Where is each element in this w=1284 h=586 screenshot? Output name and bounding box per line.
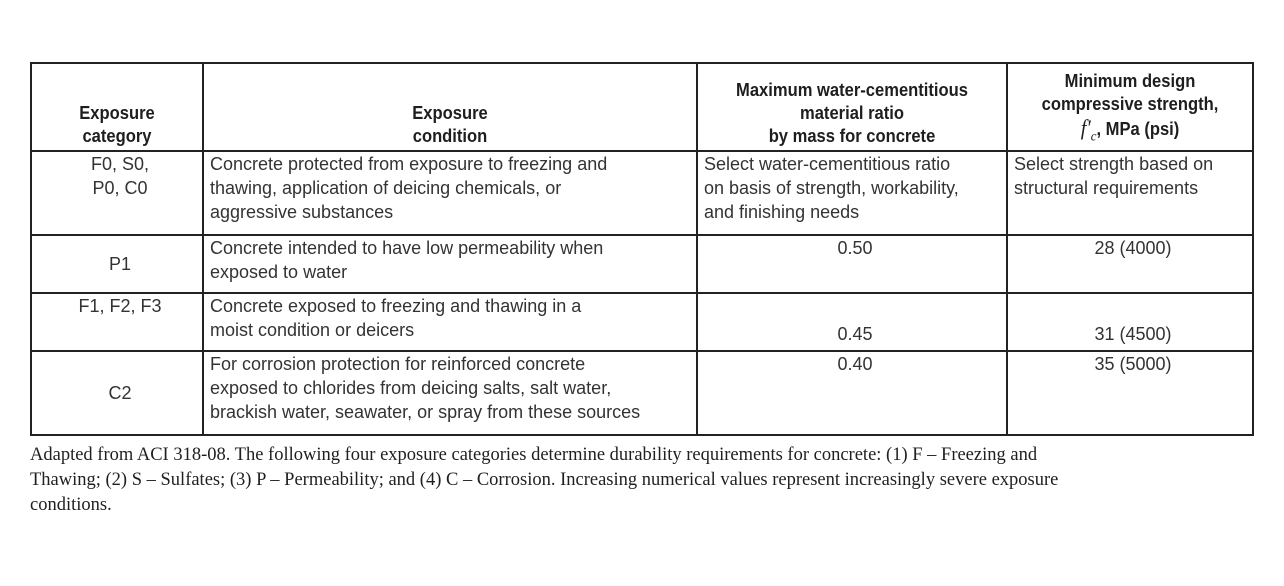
row-condition-cell: For corrosion protection for reinforced concrete exposed to chlorides from deicing salts, salt water, brackish water, seawater, or spray from these sources bbox=[203, 351, 697, 435]
exposure-requirements-table bbox=[30, 62, 1254, 436]
table-row bbox=[31, 351, 1253, 435]
row-category-cell: F0, S0, P0, C0 bbox=[31, 151, 203, 235]
exposure-table-container bbox=[30, 62, 1252, 436]
row-category-cell: P1 bbox=[31, 235, 203, 293]
header-min-compressive-strength: Minimum design compressive strength, $f'_c$, MPa (psi) bbox=[1017, 63, 1243, 151]
table-row bbox=[31, 151, 1253, 235]
row-ratio-cell: Select water-cementitious ratio on basis of strength, workability, and finishing needs bbox=[697, 151, 1007, 235]
table-caption bbox=[30, 443, 1252, 518]
row-ratio-cell: 0.45 bbox=[697, 293, 1007, 351]
row-strength-cell: 28 (4000) bbox=[1007, 235, 1253, 293]
strength-unit-line: $f'_c$, MPa (psi) bbox=[1080, 115, 1180, 145]
row-category-cell: F1, F2, F3 bbox=[31, 293, 203, 351]
row-category-cell: C2 bbox=[31, 351, 203, 435]
row-strength-cell: Select strength based on structural requirements bbox=[1007, 151, 1253, 235]
row-strength-cell: 31 (4500) bbox=[1007, 293, 1253, 351]
caption-line: Thawing; (2) S – Sulfates; (3) P – Permeability; and (4) C – Corrosion. Increasing numerical values represent increasingly severe exposure bbox=[30, 470, 1059, 490]
caption-line: conditions. bbox=[30, 495, 112, 515]
row-strength-cell: 35 (5000) bbox=[1007, 351, 1253, 435]
row-ratio-cell: 0.50 bbox=[697, 235, 1007, 293]
row-condition-cell: Concrete protected from exposure to freezing and thawing, application of deicing chemicals, or aggressive substances bbox=[203, 151, 697, 235]
header-max-water-cementitious-ratio: Maximum water-cementitious material ratio by mass for concrete bbox=[709, 63, 994, 151]
table-header-row bbox=[31, 63, 1253, 151]
table-row bbox=[31, 293, 1253, 351]
row-condition-cell: Concrete exposed to freezing and thawing in a moist condition or deicers bbox=[203, 293, 697, 351]
header-exposure-condition: Exposure condition bbox=[223, 63, 677, 151]
header-exposure-category: Exposure category bbox=[38, 63, 196, 151]
row-ratio-cell: 0.40 bbox=[697, 351, 1007, 435]
row-condition-cell: Concrete intended to have low permeability when exposed to water bbox=[203, 235, 697, 293]
caption-line: Adapted from ACI 318-08. The following four exposure categories determine durability requirements for concrete: (1) F – Freezing and bbox=[30, 445, 1038, 465]
fc-prime-symbol: $f'_c$ bbox=[1080, 115, 1097, 145]
table-row bbox=[31, 235, 1253, 293]
